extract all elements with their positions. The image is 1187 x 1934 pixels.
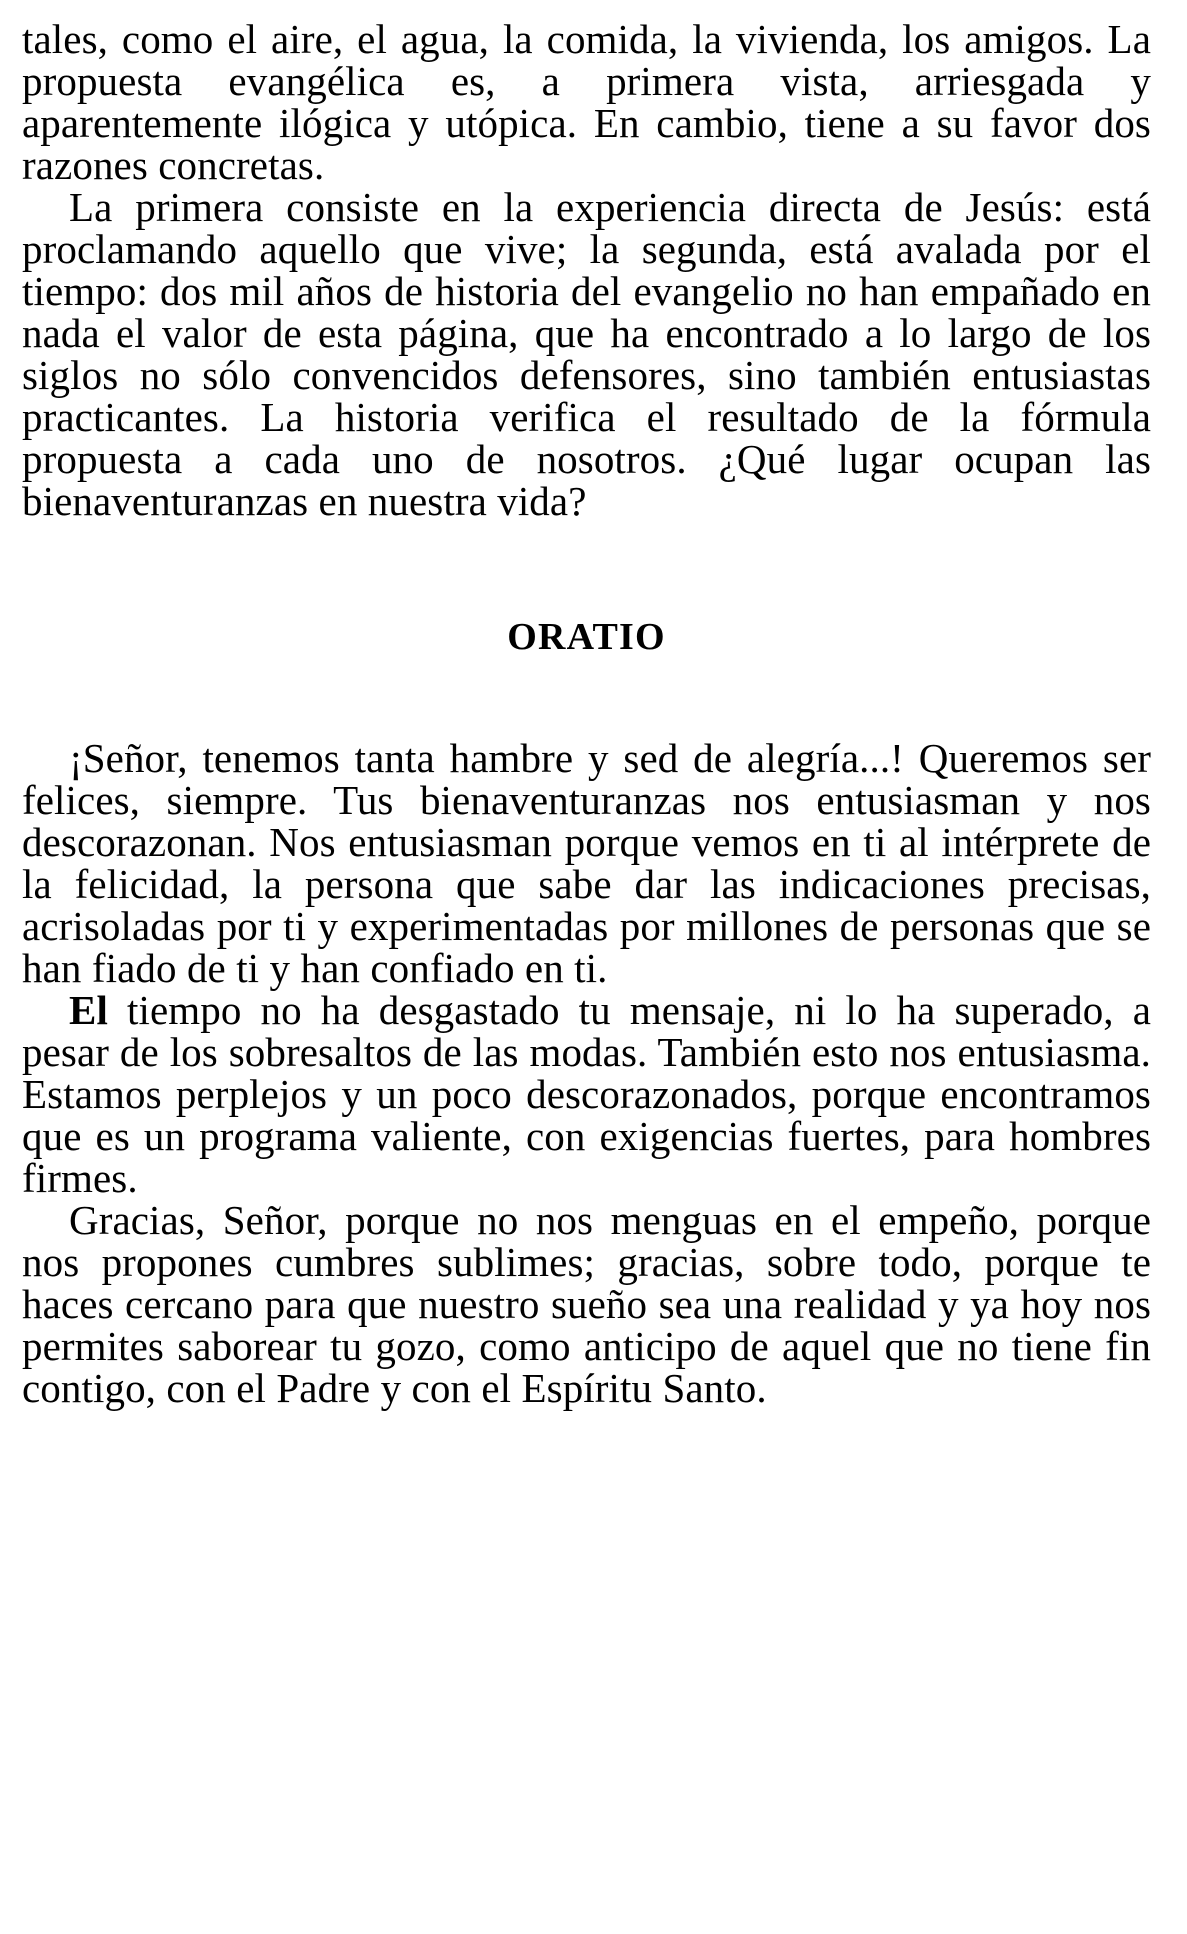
spacer-before-heading	[22, 522, 1151, 618]
spacer-after-heading	[22, 657, 1151, 737]
section-heading: ORATIO	[507, 616, 666, 659]
paragraph-4	[22, 987, 1151, 1202]
text-column	[22, 16, 1151, 1412]
paragraph-2: La primera consiste en la experiencia directa de Jesús: está proclamando aquello que vive; la segunda, está avalada por el tiempo: dos mil años de historia del evangelio no han empañado en nada el valor de esta página, que ha encontrado a lo largo de los siglos no sólo convencidos defensores, sino también entusiastas practicantes. La historia verifica el resultado de la fórmula propuesta a cada uno de nosotros. ¿Qué lugar ocupan las bienaventuranzas en nuestra vida?	[22, 184, 1151, 525]
paragraph-4-body: tiempo no ha desgastado tu mensaje, ni lo ha superado, a pesar de los sobresaltos de las modas. También esto nos entusiasma. Estamos perplejos y un poco descorazonados, porque encontramos que es un programa valiente, con exigencias fuertes, para hombres firmes.	[22, 987, 1151, 1202]
paragraph-5: Gracias, Señor, porque no nos menguas en el empeño, porque nos propones cumbres sublimes; gracias, sobre todo, porque te haces cercano para que nuestro sueño sea una realidad y ya hoy nos permites saborear tu gozo, como anticipo de aquel que no tiene fin contigo, con el Padre y con el Espíritu Santo.	[22, 1197, 1151, 1412]
paragraph-3: ¡Señor, tenemos tanta hambre y sed de alegría...! Queremos ser felices, siempre. Tus bienaventuranzas nos entusiasman y nos descorazonan. Nos entusiasman porque vemos en ti al intérprete de la felicidad, la persona que sabe dar las indicaciones precisas, acrisoladas por ti y experimentadas por millones de personas que se han fiado de ti y han confiado en ti.	[22, 735, 1151, 992]
paragraph-4-lead-word: El	[69, 987, 108, 1034]
paragraph-1: tales, como el aire, el agua, la comida, la vivienda, los amigos. La propuesta evangélica es, a primera vista, arriesgada y aparentemente ilógica y utópica. En cambio, tiene a su favor dos razones concretas.	[22, 16, 1151, 189]
